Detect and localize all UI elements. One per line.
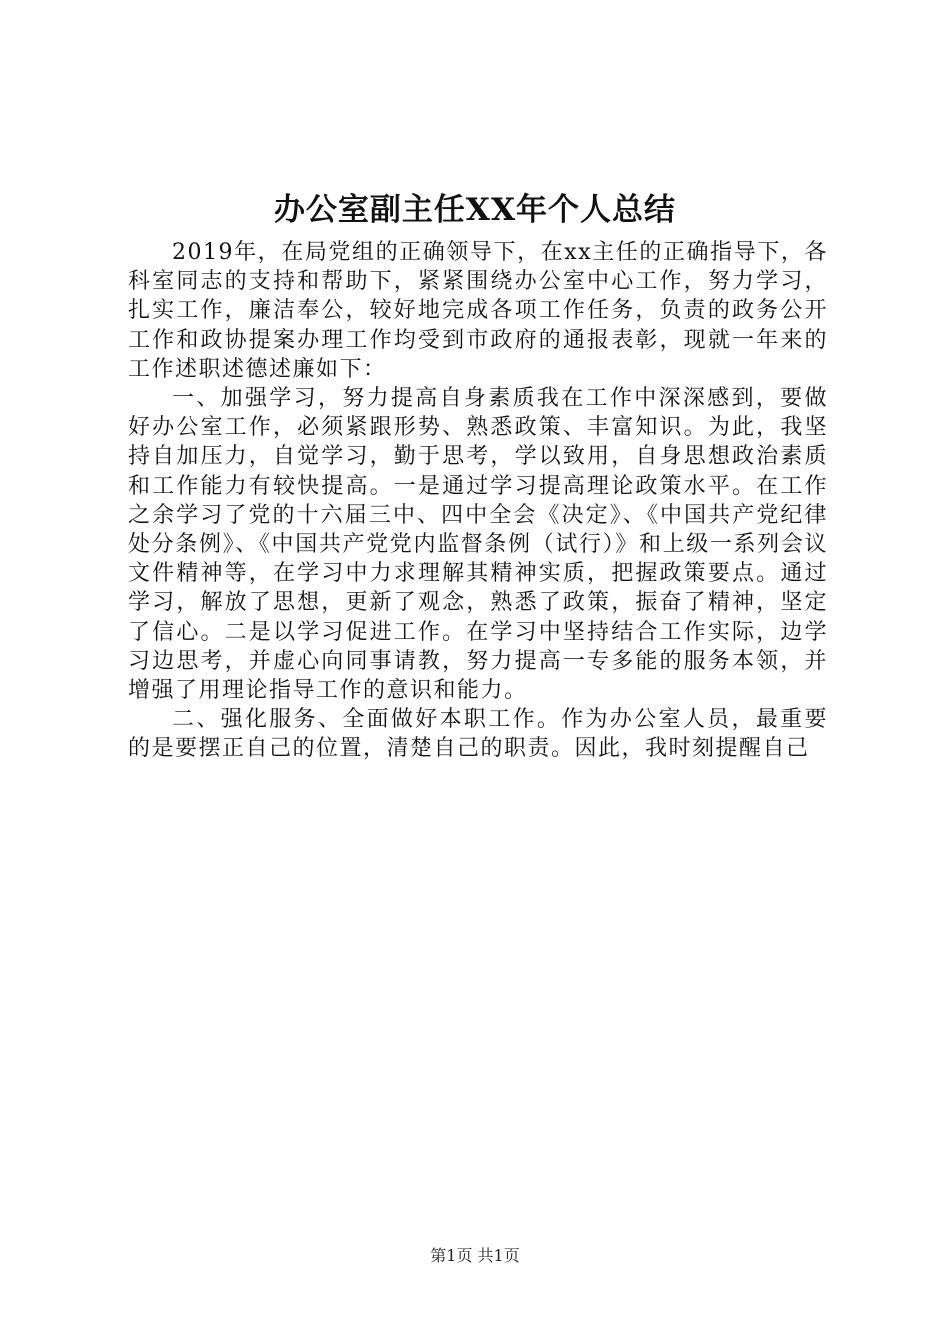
document-body	[128, 238, 828, 764]
page-number-footer: 第1页 共1页	[430, 1246, 520, 1265]
paragraph-study: 一、加强学习，努力提高自身素质我在工作中深深感到，要做好办公室工作，必须紧跟形势、熟悉政策、丰富知识。为此，我坚持自加压力，自觉学习，勤于思考，学以致用，自身思想政治素质和工作能力有较快提高。一是通过学习提高理论政策水平。在工作之余学习了党的十六届三中、四中全会《决定》、《中国共产党纪律处分条例》、《中国共产党党内监督条例（试行）》和上级一系列会议文件精神等，在学习中力求理解其精神实质，把握政策要点。通过学习，解放了思想，更新了观念，熟悉了政策，振奋了精神，坚定了信心。二是以学习促进工作。在学习中坚持结合工作实际，边学习边思考，并虚心向同事请教，努力提高一专多能的服务本领，并增强了用理论指导工作的意识和能力。	[128, 386, 828, 704]
document-title: 办公室副主任XX年个人总结	[273, 192, 677, 228]
paragraph-service: 二、强化服务、全面做好本职工作。作为办公室人员，最重要的是要摆正自己的位置，清楚自己的职责。因此，我时刻提醒自己	[128, 707, 828, 762]
paragraph-intro: 2019年，在局党组的正确领导下，在xx主任的正确指导下，各科室同志的支持和帮助下，紧紧围绕办公室中心工作，努力学习，扎实工作，廉洁奉公，较好地完成各项工作任务，负责的政务公开工作和政协提案办理工作均受到市政府的通报表彰，现就一年来的工作述职述德述廉如下：	[128, 240, 828, 382]
